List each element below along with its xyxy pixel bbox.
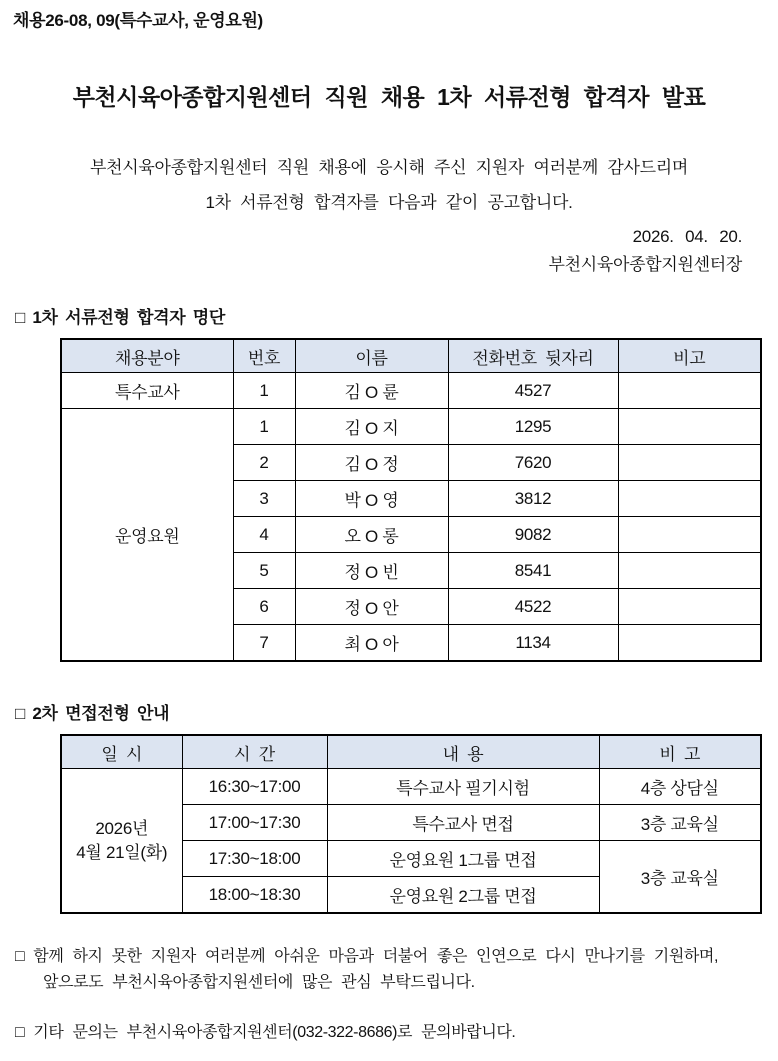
table-cell: 1295: [448, 409, 618, 445]
column-header: 시 간: [182, 735, 327, 769]
table-cell: 3층 교육실: [599, 841, 761, 914]
intro-line-2: 1차 서류전형 합격자를 다음과 같이 공고합니다.: [205, 193, 573, 212]
table-cell: 16:30~17:00: [182, 769, 327, 805]
table-cell: 18:00~18:30: [182, 877, 327, 914]
table-header-row: [61, 339, 761, 373]
table-cell: [618, 589, 761, 625]
interview-schedule-table: [60, 734, 762, 914]
table-cell: 2: [233, 445, 295, 481]
table-cell: 17:00~17:30: [182, 805, 327, 841]
column-header: 비고: [618, 339, 761, 373]
intro-paragraph: [0, 150, 778, 220]
table-cell: 9082: [448, 517, 618, 553]
table-cell: [618, 553, 761, 589]
schedule-date-line1: 2026년: [95, 818, 149, 838]
note-1-line2: 앞으로도 부천시육아종합지원센터에 많은 관심 부탁드립니다.: [43, 974, 475, 991]
closing-notes: [15, 944, 763, 1046]
pass-list-table: [60, 338, 762, 662]
table-cell: 정 O 빈: [295, 553, 448, 589]
section2-heading: □ 2차 면접전형 안내: [15, 704, 170, 723]
table-row: [61, 373, 761, 409]
table-header-row: [61, 735, 761, 769]
table-cell: 5: [233, 553, 295, 589]
table-cell: 운영요원 1그룹 면접: [327, 841, 599, 877]
doc-reference: 채용26-08, 09(특수교사, 운영요원): [13, 11, 263, 30]
schedule-date-line2: 4월 21일(화): [76, 842, 168, 862]
table-cell: 4522: [448, 589, 618, 625]
table-cell: 김 O 정: [295, 445, 448, 481]
schedule-date-cell: [61, 769, 182, 914]
announce-date: 2026. 04. 20.: [632, 227, 742, 246]
table-cell: 6: [233, 589, 295, 625]
table-cell: 운영요원 2그룹 면접: [327, 877, 599, 914]
table-cell: [618, 517, 761, 553]
table-cell: 1: [233, 373, 295, 409]
column-header: 이름: [295, 339, 448, 373]
note-1-line1: □ 함께 하지 못한 지원자 여러분께 아쉬운 마음과 더불어 좋은 인연으로 다시 만나기를 기원하며,: [15, 948, 719, 965]
table-cell: 3812: [448, 481, 618, 517]
table-cell: 7: [233, 625, 295, 662]
table-cell: 오 O 롱: [295, 517, 448, 553]
column-header: 채용분야: [61, 339, 233, 373]
table-cell: 최 O 아: [295, 625, 448, 662]
table-row: [61, 769, 761, 805]
category-cell: 특수교사: [61, 373, 233, 409]
signature-block: [0, 223, 778, 279]
column-header: 번호: [233, 339, 295, 373]
column-header: 전화번호 뒷자리: [448, 339, 618, 373]
table-cell: 정 O 안: [295, 589, 448, 625]
table-cell: 박 O 영: [295, 481, 448, 517]
table-row: [61, 409, 761, 445]
table-cell: 1134: [448, 625, 618, 662]
table-cell: 특수교사 면접: [327, 805, 599, 841]
table-cell: 8541: [448, 553, 618, 589]
table-cell: [618, 625, 761, 662]
table-cell: 3: [233, 481, 295, 517]
table-cell: 특수교사 필기시험: [327, 769, 599, 805]
table-cell: 17:30~18:00: [182, 841, 327, 877]
table-cell: 3층 교육실: [599, 805, 761, 841]
document-page: [0, 10, 778, 1061]
table-cell: 김 O 지: [295, 409, 448, 445]
category-cell: 운영요원: [61, 409, 233, 662]
column-header: 내 용: [327, 735, 599, 769]
table-cell: 7620: [448, 445, 618, 481]
signer: 부천시육아종합지원센터장: [548, 255, 742, 274]
note-2: □ 기타 문의는 부천시육아종합지원센터(032-322-8686)로 문의바랍니다.: [15, 1024, 516, 1041]
table-cell: [618, 445, 761, 481]
table-cell: 4: [233, 517, 295, 553]
table-cell: [618, 373, 761, 409]
intro-line-1: 부천시육아종합지원센터 직원 채용에 응시해 주신 지원자 여러분께 감사드리며: [90, 158, 688, 177]
table-cell: [618, 481, 761, 517]
table-cell: 1: [233, 409, 295, 445]
table-cell: 4층 상담실: [599, 769, 761, 805]
table-cell: 김 O 륜: [295, 373, 448, 409]
column-header: 비 고: [599, 735, 761, 769]
table-cell: [618, 409, 761, 445]
column-header: 일 시: [61, 735, 182, 769]
doc-title: 부천시육아종합지원센터 직원 채용 1차 서류전형 합격자 발표: [72, 84, 706, 110]
table-cell: 4527: [448, 373, 618, 409]
section1-heading: □ 1차 서류전형 합격자 명단: [15, 308, 226, 327]
